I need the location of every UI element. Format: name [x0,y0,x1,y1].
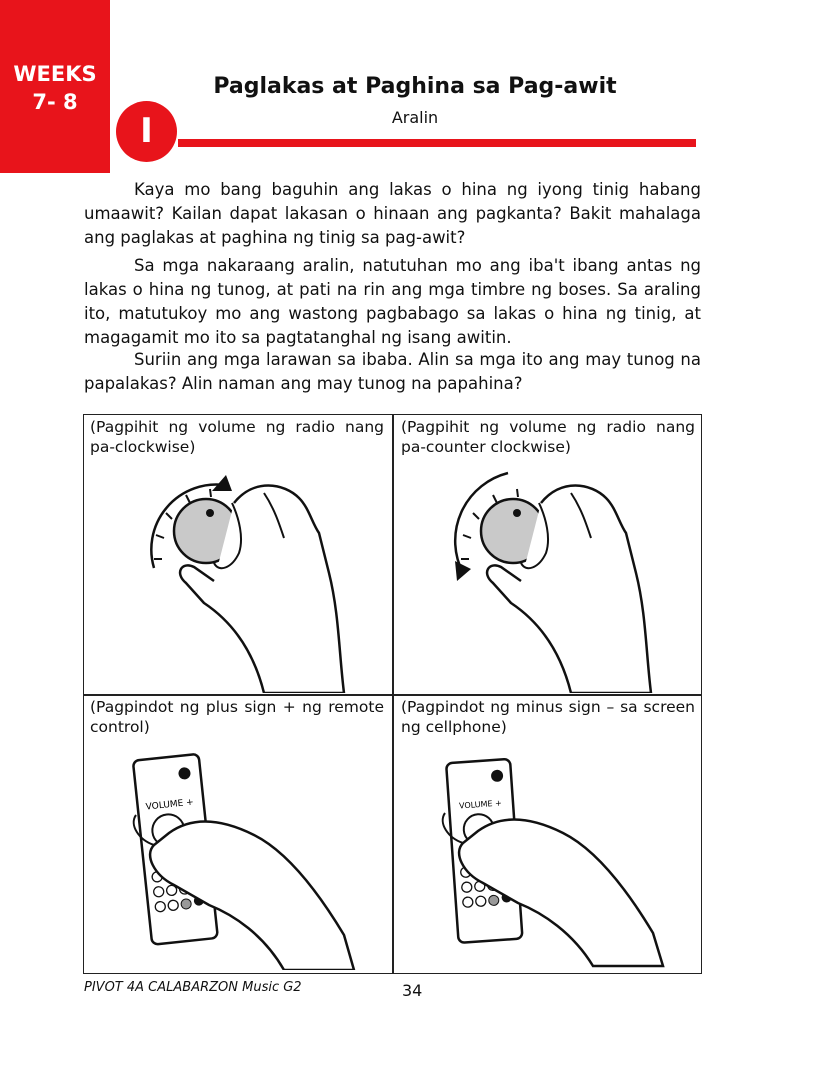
caption-remote-minus: (Pagpindot ng minus sign – sa screen ng cellphone) [401,698,695,736]
weeks-range: 7- 8 [32,90,78,114]
title-underline [178,139,696,147]
hand-pressing-remote-volume-icon [423,751,683,971]
hand-pressing-remote-volume-icon [114,745,374,970]
table-cell-remote-minus [393,695,701,973]
hand-turning-knob-counterclockwise-icon [413,463,683,693]
hand-turning-knob-clockwise-icon [114,463,384,693]
page-title: Paglakas at Paghina sa Pag-awit [213,74,617,99]
table-cell-counterclockwise [393,415,701,694]
table-cell-clockwise [84,415,392,694]
intro-paragraph-3: Suriin ang mga larawan sa ibaba. Alin sa mga ito ang may tunog na papalakas? Alin naman ang may tunog na papahina? [84,350,701,393]
weeks-label: WEEKS [13,62,97,86]
table-cell-remote-plus [84,695,392,973]
intro-paragraph-2: Sa mga nakaraang aralin, natutuhan mo ang iba't ibang antas ng lakas o hina ng tunog, at pati na rin ang mga timbre ng boses. Sa araling ito, matutukoy mo ang wastong pagbabago sa lakas o hina ng tinig, at magagamit mo ito sa pagtatanghal ng isang awitin. [84,256,701,347]
volume-plus-label: VOLUME + [458,798,503,811]
page-number: 34 [402,981,423,1000]
volume-plus-label: VOLUME + [145,797,195,813]
weeks-badge [0,0,110,173]
picture-table [83,414,702,974]
intro-paragraph-1: Kaya mo bang baguhin ang lakas o hina ng iyong tinig habang umaawit? Kailan dapat lakasan o hinaan ang pagkanta? Bakit mahalaga ang paglakas at paghina ng tinig sa pag-awit? [84,180,701,247]
caption-clockwise: (Pagpihit ng volume ng radio nang pa-clockwise) [90,418,384,456]
caption-counterclockwise: (Pagpihit ng volume ng radio nang pa-counter clockwise) [401,418,695,456]
footer-source: PIVOT 4A CALABARZON Music G2 [84,980,302,995]
caption-remote-plus: (Pagpindot ng plus sign + ng remote control) [90,698,384,736]
section-letter-badge: I [116,101,177,162]
page-subtitle: Aralin [391,108,439,127]
